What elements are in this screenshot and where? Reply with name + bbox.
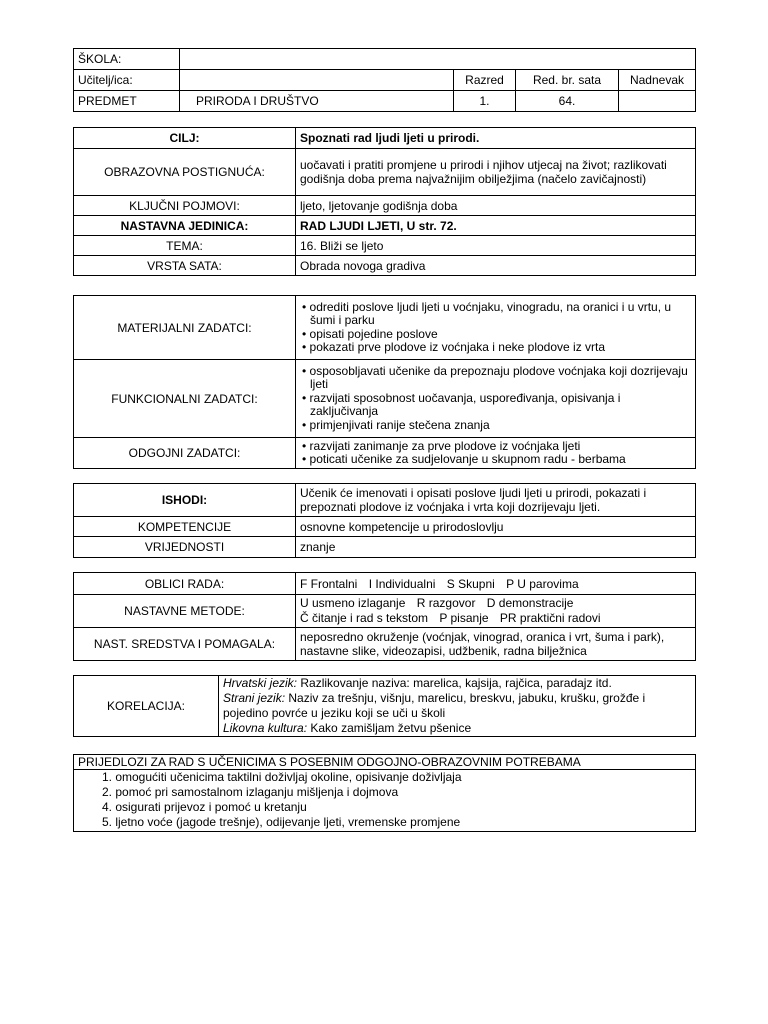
odgojni-label: ODGOJNI ZADATCI: xyxy=(74,438,296,469)
subject-name: Strani jezik: xyxy=(223,691,286,705)
list-item: 2. pomoć pri samostalnom izlaganju mišljenja i dojmova xyxy=(102,785,399,799)
postignuca-label: OBRAZOVNA POSTIGNUĆA: xyxy=(74,149,296,196)
funkcionalni-label: FUNKCIONALNI ZADATCI: xyxy=(74,360,296,438)
cilj-value: Spoznati rad ljudi ljeti u prirodi. xyxy=(296,128,696,149)
kompetencije-value: osnovne kompetencije u prirodoslovlju xyxy=(296,517,696,537)
metode-list xyxy=(296,595,696,628)
skola-label: ŠKOLA: xyxy=(74,49,180,70)
subject-text: Razlikovanje naziva: marelica, kajsija, rajčica, paradajz itd. xyxy=(297,676,612,690)
oblik-item: S Skupni xyxy=(446,576,495,591)
red-br-label: Red. br. sata xyxy=(516,70,619,91)
list-item: • razvijati zanimanje za prve plodove iz voćnjaka ljeti xyxy=(302,438,581,453)
jedinica-label: NASTAVNA JEDINICA: xyxy=(74,216,296,236)
oblik-item: P U parovima xyxy=(506,576,579,591)
korelacija-item xyxy=(223,721,691,736)
sredstva-label: NAST. SREDSTVA I POMAGALA: xyxy=(74,628,296,661)
sredstva-value: neposredno okruženje (voćnjak, vinograd, oranica i vrt, šuma i park), nastavne slike, videozapisi, udžbenik, radna bilježnica xyxy=(296,628,696,661)
korelacija-item xyxy=(223,676,691,691)
oblici-list xyxy=(296,573,696,595)
tema-value: 16. Bliži se ljeto xyxy=(296,236,696,256)
special-needs-title: PRIJEDLOZI ZA RAD S UČENICIMA S POSEBNIM ODGOJNO-OBRAZOVNIM POTREBAMA xyxy=(74,755,696,770)
list-item: • primjenjivati ranije stečena znanja xyxy=(302,417,490,432)
pojmovi-label: KLJUČNI POJMOVI: xyxy=(74,196,296,216)
oblici-label: OBLICI RADA: xyxy=(74,573,296,595)
correlation-table xyxy=(73,675,696,737)
list-item: • pokazati prve plodove iz voćnjaka i neke plodove iz vrta xyxy=(302,340,606,354)
funkcionalni-list xyxy=(296,360,696,438)
materijalni-list xyxy=(296,296,696,360)
tema-label: TEMA: xyxy=(74,236,296,256)
goal-table xyxy=(73,127,696,276)
pojmovi-value: ljeto, ljetovanje godišnja doba xyxy=(296,196,696,216)
nadnevak-value xyxy=(619,91,696,112)
kompetencije-label: KOMPETENCIJE xyxy=(74,517,296,537)
list-item: 1. omogućiti učenicima taktilni doživljaj okoline, opisivanje doživljaja xyxy=(102,770,462,784)
odgojni-list xyxy=(296,438,696,469)
outcomes-table xyxy=(73,483,696,558)
subject-name: Likovna kultura: xyxy=(223,721,308,735)
predmet-label: PREDMET xyxy=(74,91,180,112)
metoda-item: D demonstracije xyxy=(486,596,574,610)
korelacija-label: KORELACIJA: xyxy=(74,676,219,737)
list-item: • odrediti poslove ljudi ljeti u voćnjaku, vinogradu, na oranici i u vrtu, u šumi i parku xyxy=(302,299,672,327)
vrsta-label: VRSTA SATA: xyxy=(74,256,296,276)
cilj-label: CILJ: xyxy=(74,128,296,149)
vrsta-value: Obrada novoga gradiva xyxy=(296,256,696,276)
oblik-item: I Individualni xyxy=(368,576,436,591)
special-needs-list xyxy=(74,770,696,832)
ishodi-label: ISHODI: xyxy=(74,484,296,517)
materijalni-label: MATERIJALNI ZADATCI: xyxy=(74,296,296,360)
metoda-item: P pisanje xyxy=(439,611,489,625)
metode-label: NASTAVNE METODE: xyxy=(74,595,296,628)
list-item: • opisati pojedine poslove xyxy=(302,326,438,341)
vrijednosti-value: znanje xyxy=(296,537,696,558)
metode-row xyxy=(300,611,691,626)
postignuca-value: uočavati i pratiti promjene u prirodi i njihov utjecaj na život; razlikovati godišnja doba prema najvažnijim obilježjima (načelo zavičajnosti) xyxy=(296,149,696,196)
metoda-item: PR praktični radovi xyxy=(499,611,601,625)
korelacija-item xyxy=(223,691,691,721)
jedinica-value: RAD LJUDI LJETI, U str. 72. xyxy=(296,216,696,236)
vrijednosti-label: VRIJEDNOSTI xyxy=(74,537,296,558)
list-item: 4. osigurati prijevoz i pomoć u kretanju xyxy=(102,800,307,814)
metode-row xyxy=(300,596,691,611)
metoda-item: Č čitanje i rad s tekstom xyxy=(300,611,429,625)
red-br-value: 64. xyxy=(516,91,619,112)
subject-text: Naziv za trešnju, višnju, marelicu, breskvu, jabuku, krušku, grožđe i pojedino povrće u jeziku koji se uči u školi xyxy=(223,691,646,720)
metoda-item: U usmeno izlaganje xyxy=(300,596,406,610)
razred-label: Razred xyxy=(454,70,516,91)
predmet-value: PRIRODA I DRUŠTVO xyxy=(180,91,454,112)
list-item: • osposobljavati učenike da prepoznaju plodove voćnjaka koji dozrijevaju ljeti xyxy=(302,363,688,392)
list-item: • razvijati sposobnost uočavanja, uspoređivanja, opisivanja i zaključivanja xyxy=(302,390,621,419)
ucitelj-value xyxy=(180,70,454,91)
special-needs-table xyxy=(73,754,696,832)
korelacija-list xyxy=(219,676,696,737)
list-item: • poticati učenike za sudjelovanje u skupnom radu - berbama xyxy=(302,452,626,466)
ucitelj-label: Učitelj/ica: xyxy=(74,70,180,91)
razred-value: 1. xyxy=(454,91,516,112)
methods-table xyxy=(73,572,696,661)
metoda-item: R razgovor xyxy=(416,596,476,610)
oblik-item: F Frontalni xyxy=(300,576,358,591)
nadnevak-label: Nadnevak xyxy=(619,70,696,91)
subject-text: Kako zamišljam žetvu pšenice xyxy=(307,721,472,735)
tasks-table xyxy=(73,295,696,469)
skola-value xyxy=(180,49,696,70)
ishodi-value: Učenik će imenovati i opisati poslove ljudi ljeti u prirodi, pokazati i prepoznati plodove iz voćnjaka i vrta koji dozrijevaju ljeti. xyxy=(296,484,696,517)
list-item: 5. ljetno voće (jagode trešnje), odijevanje ljeti, vremenske promjene xyxy=(102,815,461,829)
subject-name: Hrvatski jezik: xyxy=(223,676,298,690)
header-table xyxy=(73,48,696,112)
